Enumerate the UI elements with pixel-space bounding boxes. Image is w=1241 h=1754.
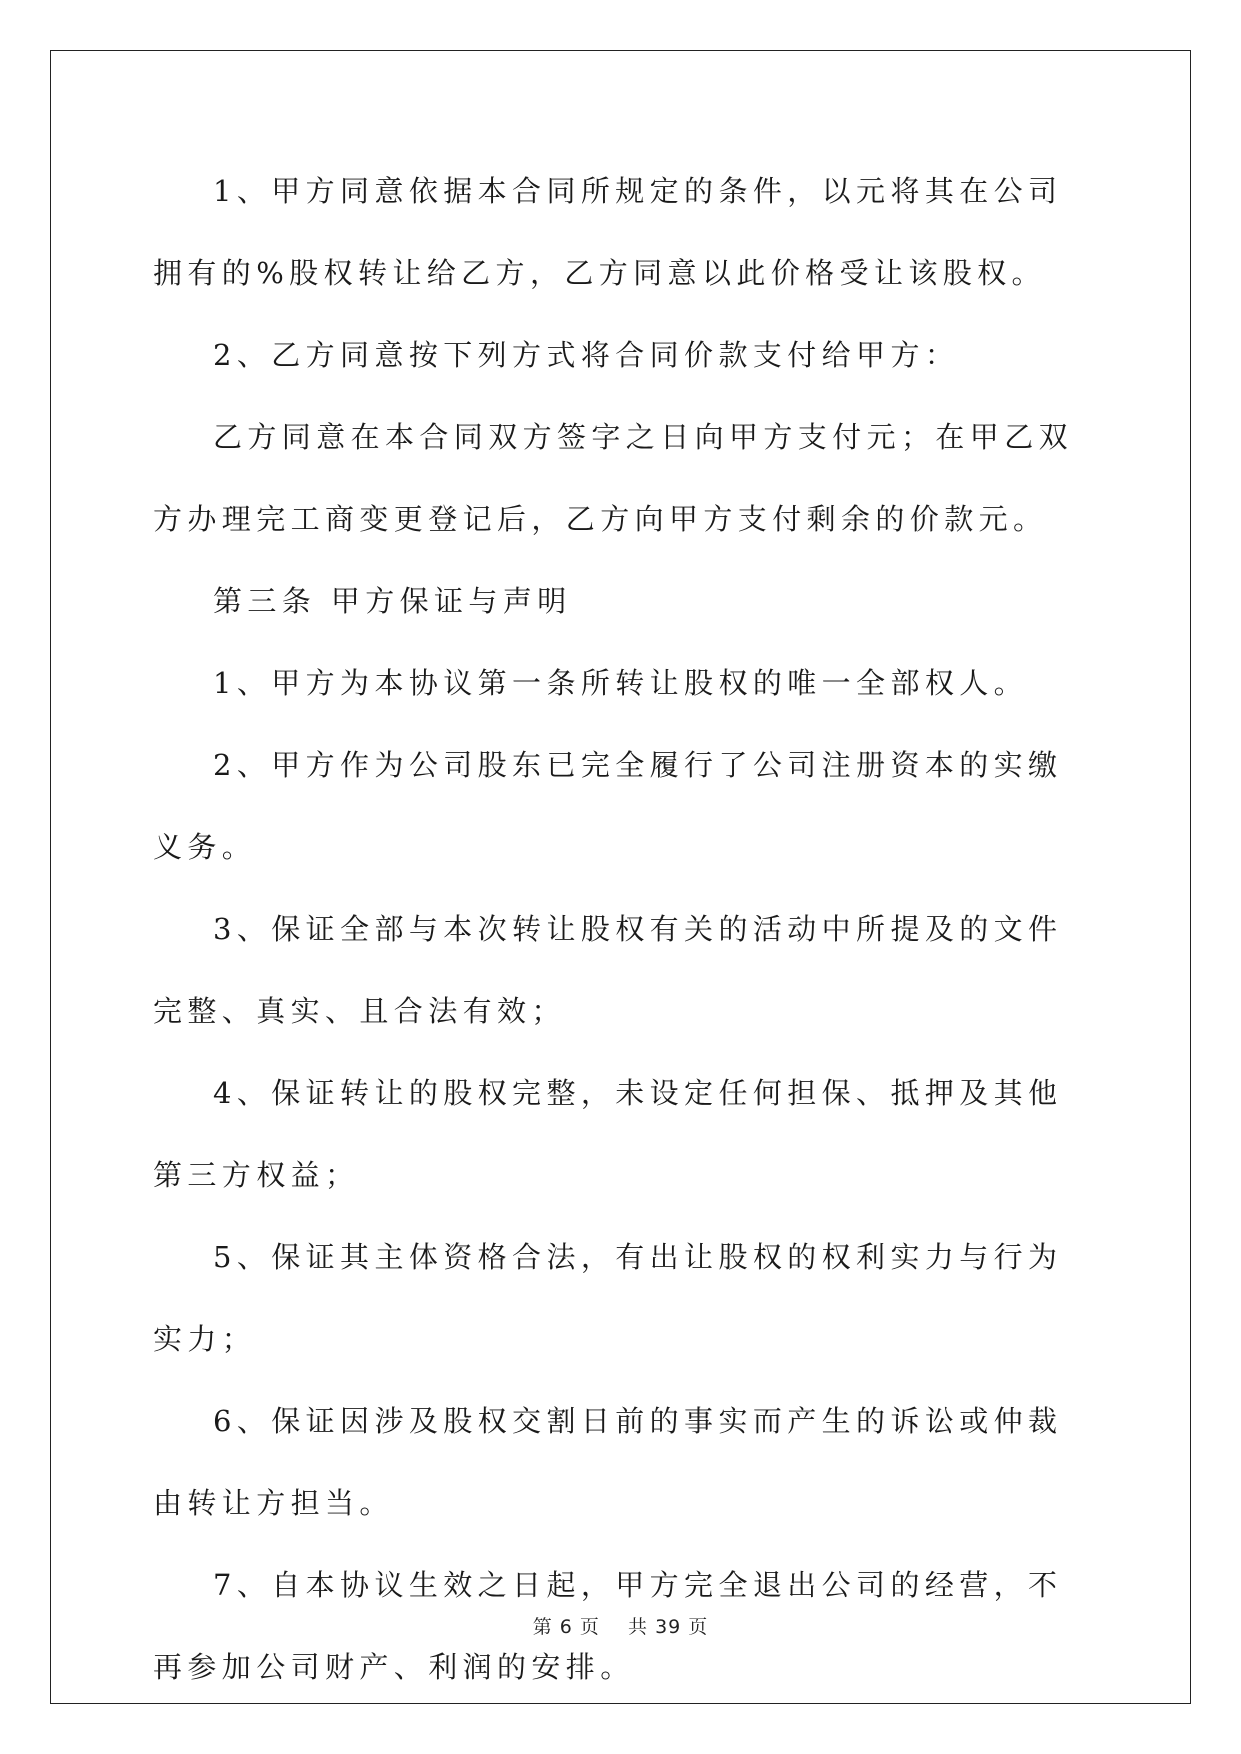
paragraph-warranty-2: 2、甲方作为公司股东已完全履行了公司注册资本的实缴义务。	[153, 748, 1063, 864]
section-heading-article-3: 第三条 甲方保证与声明	[213, 584, 572, 618]
paragraph-clause-1: 1、甲方同意依据本合同所规定的条件，以元将其在公司拥有的%股权转让给乙方，乙方同意以此价格受让该股权。	[153, 174, 1063, 290]
paragraph-clause-2: 2、乙方同意按下列方式将合同价款支付给甲方：	[213, 338, 960, 372]
page-number-label: 第 6 页 共 39 页	[532, 1616, 709, 1638]
paragraph-warranty-4: 4、保证转让的股权完整，未设定任何担保、抵押及其他第三方权益；	[153, 1076, 1063, 1192]
paragraph-warranty-5: 5、保证其主体资格合法，有出让股权的权利实力与行为实力；	[153, 1240, 1063, 1356]
paragraph-warranty-7: 7、自本协议生效之日起，甲方完全退出公司的经营，不再参加公司财产、利润的安排。	[153, 1568, 1063, 1684]
paragraph-warranty-1: 1、甲方为本协议第一条所转让股权的唯一全部权人。	[213, 666, 1029, 700]
paragraph-warranty-6: 6、保证因涉及股权交割日前的事实而产生的诉讼或仲裁由转让方担当。	[153, 1404, 1063, 1520]
page-footer	[0, 1612, 1241, 1639]
paragraph-payment-terms: 乙方同意在本合同双方签字之日向甲方支付元；在甲乙双方办理完工商变更登记后，乙方向甲方支付剩余的价款元。	[153, 420, 1074, 536]
document-body	[153, 150, 1093, 1708]
paragraph-warranty-3: 3、保证全部与本次转让股权有关的活动中所提及的文件完整、真实、且合法有效；	[153, 912, 1063, 1028]
